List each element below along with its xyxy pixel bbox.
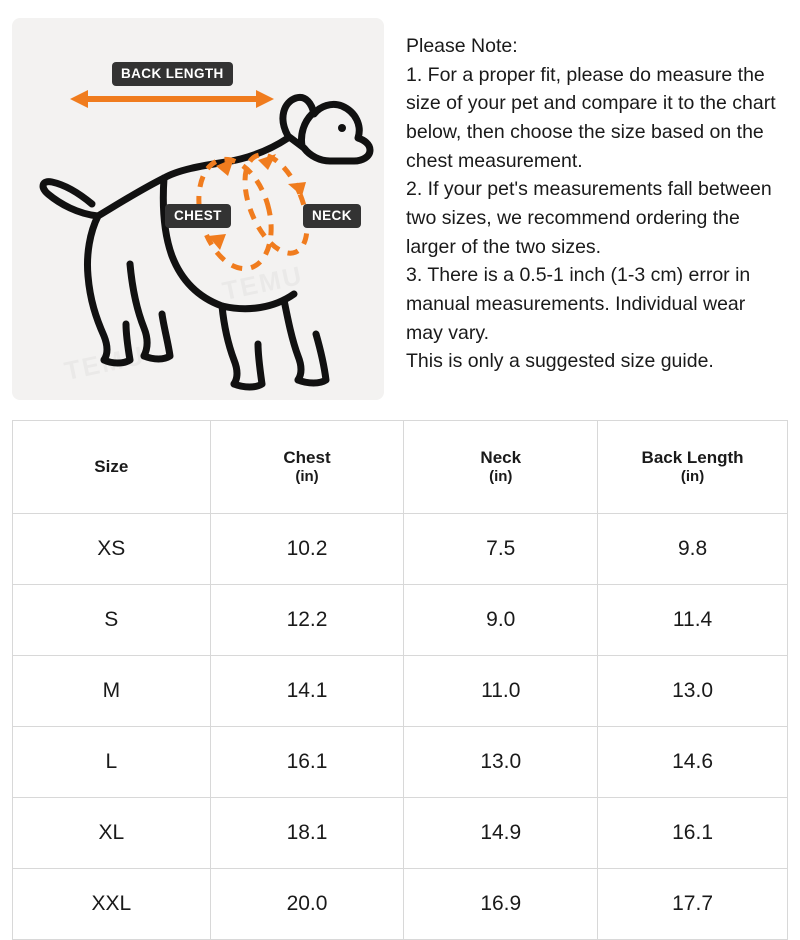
cell-size: M xyxy=(13,656,211,727)
dog-measurement-diagram xyxy=(12,18,384,400)
top-section xyxy=(0,0,800,415)
notes-heading: Please Note: xyxy=(406,35,518,57)
back-length-arrow-icon xyxy=(70,90,274,108)
cell-size: S xyxy=(13,585,211,656)
cell-neck: 16.9 xyxy=(404,869,598,940)
cell-chest: 20.0 xyxy=(210,869,404,940)
cell-chest: 16.1 xyxy=(210,727,404,798)
header-size xyxy=(13,421,211,514)
cell-back: 14.6 xyxy=(598,727,788,798)
header-back-unit: (in) xyxy=(680,468,705,486)
note-line-2: 2. If your pet's measurements fall between two sizes, we recommend ordering the larger of the two sizes. xyxy=(406,178,772,258)
cell-size: XS xyxy=(13,514,211,585)
header-chest xyxy=(210,421,404,514)
note-line-1: 1. For a proper fit, please do measure the size of your pet and compare it to the chart below, then choose the size based on the chest measurement. xyxy=(406,63,776,172)
table-row xyxy=(13,727,788,798)
cell-neck: 14.9 xyxy=(404,798,598,869)
header-chest-unit: (in) xyxy=(295,468,319,486)
cell-chest: 18.1 xyxy=(210,798,404,869)
table-header-row xyxy=(13,421,788,514)
table-row xyxy=(13,514,788,585)
header-chest-title: Chest xyxy=(283,448,331,467)
label-chest: CHEST xyxy=(165,204,231,228)
note-line-3: 3. There is a 0.5-1 inch (1-3 cm) error in manual measurements. Individual wear may vary. xyxy=(406,264,751,344)
header-neck-unit: (in) xyxy=(489,468,513,486)
note-line-4: This is only a suggested size guide. xyxy=(406,350,714,373)
cell-chest: 14.1 xyxy=(210,656,404,727)
label-back-length: BACK LENGTH xyxy=(112,62,233,86)
cell-back: 11.4 xyxy=(598,585,788,656)
cell-chest: 10.2 xyxy=(210,514,404,585)
notes-block xyxy=(384,18,788,376)
header-neck-title: Neck xyxy=(480,448,522,467)
cell-back: 13.0 xyxy=(598,656,788,727)
cell-size: XL xyxy=(13,798,211,869)
cell-back: 9.8 xyxy=(598,514,788,585)
table-row xyxy=(13,869,788,940)
cell-back: 17.7 xyxy=(598,869,788,940)
table-row xyxy=(13,798,788,869)
dog-eye-icon xyxy=(338,124,346,132)
table-row xyxy=(13,585,788,656)
cell-back: 16.1 xyxy=(598,798,788,869)
cell-size: XXL xyxy=(13,869,211,940)
cell-neck: 11.0 xyxy=(404,656,598,727)
cell-size: L xyxy=(13,727,211,798)
cell-chest: 12.2 xyxy=(210,585,404,656)
header-neck xyxy=(404,421,598,514)
size-chart-table xyxy=(12,420,788,940)
cell-neck: 13.0 xyxy=(404,727,598,798)
table-row xyxy=(13,656,788,727)
size-chart-table-wrap xyxy=(12,420,788,940)
label-neck: NECK xyxy=(303,204,361,228)
cell-neck: 9.0 xyxy=(404,585,598,656)
header-back-length xyxy=(598,421,788,514)
cell-neck: 7.5 xyxy=(404,514,598,585)
header-size-title: Size xyxy=(94,457,129,477)
header-back-title: Back Length xyxy=(641,448,744,467)
